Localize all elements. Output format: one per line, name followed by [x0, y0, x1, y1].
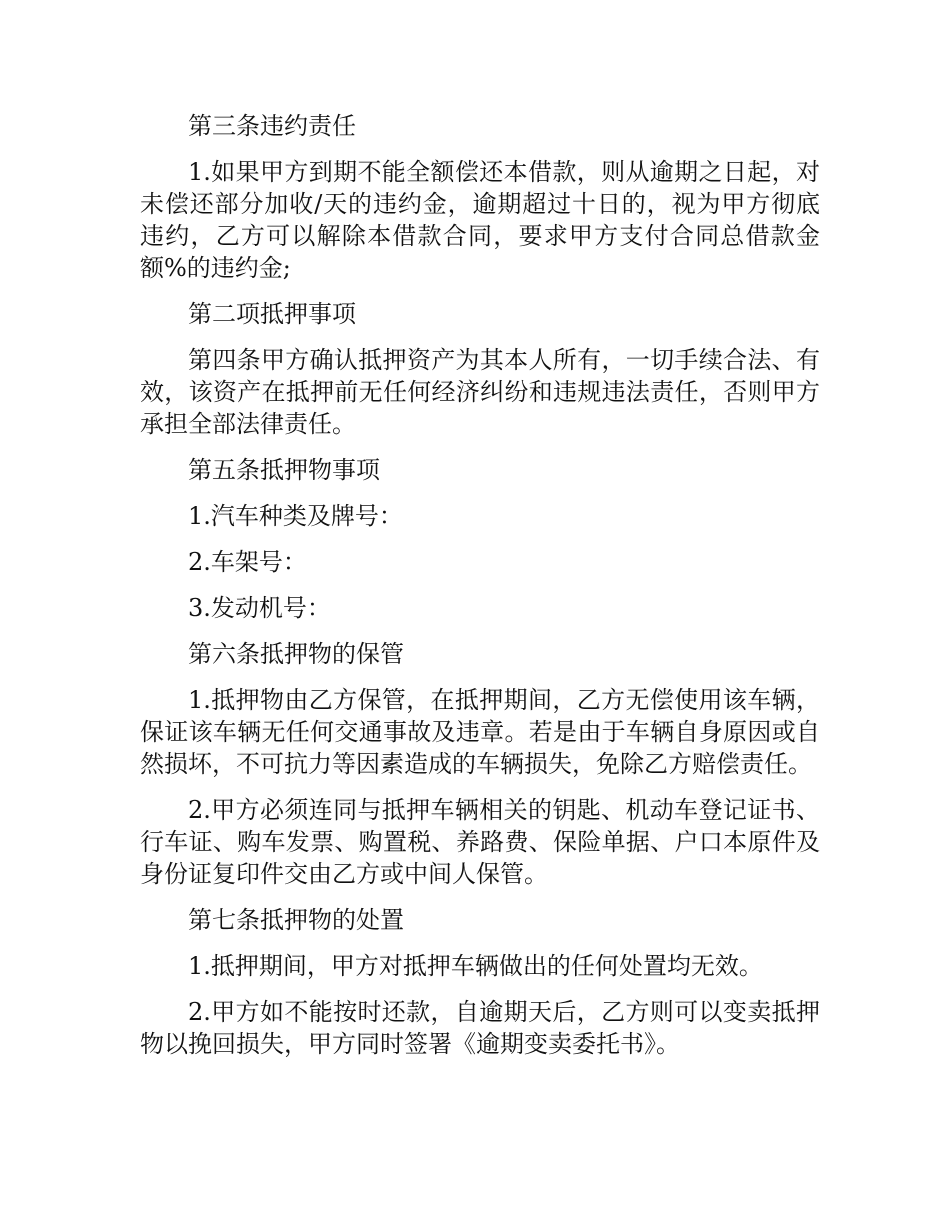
article-4-paragraph: 第四条甲方确认抵押资产为其本人所有，一切手续合法、有效，该资产在抵押前无任何经济纠纷和违规违法责任，否则甲方承担全部法律责任。 — [140, 346, 820, 438]
article-6-clause-2: 2.甲方必须连同与抵押车辆相关的钥匙、机动车登记证书、行车证、购车发票、购置税、养路费、保险单据、户口本原件及身份证复印件交由乙方或中间人保管。 — [140, 796, 820, 888]
article-5-item-1: 1.汽车种类及牌号： — [188, 502, 403, 530]
article-7-clause-1: 1.抵押期间，甲方对抵押车辆做出的任何处置均无效。 — [188, 952, 763, 980]
article-3-heading: 第三条违约责任 — [188, 112, 356, 140]
section-2-heading: 第二项抵押事项 — [188, 300, 356, 328]
article-6-heading: 第六条抵押物的保管 — [188, 640, 404, 668]
article-6-clause-1: 1.抵押物由乙方保管，在抵押期间，乙方无偿使用该车辆，保证该车辆无任何交通事故及违章。若是由于车辆自身原因或自然损坏，不可抗力等因素造成的车辆损失，免除乙方赔偿责任。 — [140, 686, 820, 778]
article-7-clause-2: 2.甲方如不能按时还款，自逾期天后，乙方则可以变卖抵押物以挽回损失，甲方同时签署《逾期变卖委托书》。 — [140, 998, 820, 1058]
article-5-item-2: 2.车架号： — [188, 548, 307, 576]
article-3-clause-1: 1.如果甲方到期不能全额偿还本借款，则从逾期之日起，对未偿还部分加收/天的违约金，逾期超过十日的，视为甲方彻底违约，乙方可以解除本借款合同，要求甲方支付合同总借款金额%的违约金; — [140, 158, 820, 282]
article-5-heading: 第五条抵押物事项 — [188, 456, 380, 484]
document-body — [140, 110, 820, 1074]
article-7-heading: 第七条抵押物的处置 — [188, 906, 404, 934]
article-5-item-3: 3.发动机号： — [188, 594, 331, 622]
